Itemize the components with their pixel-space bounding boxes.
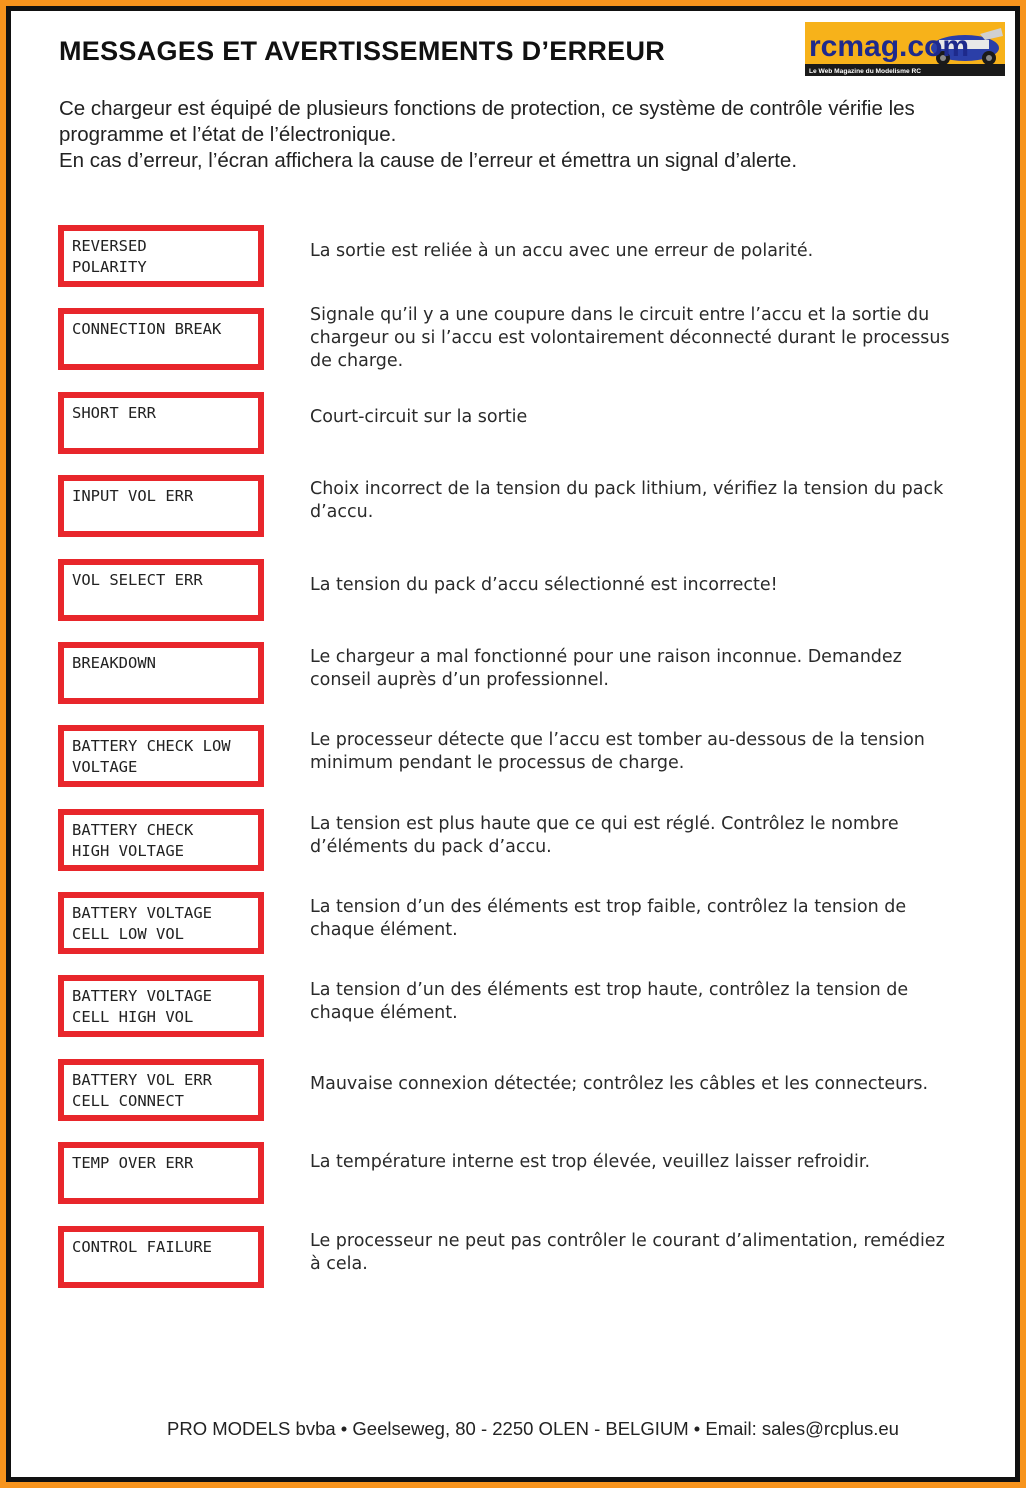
lcd-error-code: BATTERY CHECK LOW VOLTAGE bbox=[58, 725, 264, 787]
error-row bbox=[58, 1142, 958, 1204]
lcd-error-code: SHORT ERR bbox=[58, 392, 264, 454]
error-row bbox=[58, 809, 958, 871]
lcd-error-code: REVERSED POLARITY bbox=[58, 225, 264, 287]
error-row bbox=[58, 559, 958, 621]
page-title: MESSAGES ET AVERTISSEMENTS D’ERREUR bbox=[59, 36, 666, 66]
footer-contact: PRO MODELS bvba • Geelseweg, 80 - 2250 OLEN - BELGIUM • Email: sales@rcplus.eu bbox=[167, 1418, 899, 1439]
lcd-error-code: BATTERY CHECK HIGH VOLTAGE bbox=[58, 809, 264, 871]
lcd-error-code: VOL SELECT ERR bbox=[58, 559, 264, 621]
logo-brand: rcmag.com bbox=[809, 30, 970, 63]
error-description: La sortie est reliée à un accu avec une erreur de polarité. bbox=[310, 241, 814, 261]
lcd-error-code: BREAKDOWN bbox=[58, 642, 264, 704]
error-description: La tension d’un des éléments est trop faible, contrôlez la tension de chaque élément. bbox=[310, 897, 907, 940]
error-description: La tension d’un des éléments est trop haute, contrôlez la tension de chaque élément. bbox=[310, 980, 909, 1023]
error-row bbox=[58, 475, 958, 537]
lcd-error-code: INPUT VOL ERR bbox=[58, 475, 264, 537]
error-row bbox=[58, 725, 958, 787]
error-description: Le processeur détecte que l’accu est tomber au-dessous de la tension minimum pendant le processus de charge. bbox=[310, 730, 925, 773]
error-row bbox=[58, 225, 958, 287]
error-row bbox=[58, 892, 958, 954]
lcd-error-code: BATTERY VOL ERR CELL CONNECT bbox=[58, 1059, 264, 1121]
error-description: Choix incorrect de la tension du pack lithium, vérifiez la tension du pack d’accu. bbox=[310, 479, 944, 522]
error-description: Le chargeur a mal fonctionné pour une raison inconnue. Demandez conseil auprès d’un professionnel. bbox=[310, 647, 902, 690]
lcd-error-code: CONTROL FAILURE bbox=[58, 1226, 264, 1288]
error-description: Signale qu’il y a une coupure dans le circuit entre l’accu et la sortie du chargeur ou si l’accu est volontairement déconnecté durant le processus de charge. bbox=[310, 305, 950, 371]
rcmag-logo bbox=[805, 22, 1005, 76]
intro-paragraph: En cas d’erreur, l’écran affichera la cause de l’erreur et émettra un signal d’alerte. bbox=[59, 149, 798, 172]
error-row bbox=[58, 1226, 958, 1288]
error-row bbox=[58, 392, 958, 454]
error-description: La tension du pack d’accu sélectionné est incorrecte! bbox=[310, 575, 778, 595]
intro-text bbox=[59, 96, 999, 174]
error-description: La tension est plus haute que ce qui est réglé. Contrôlez le nombre d’éléments du pack d’accu. bbox=[310, 814, 899, 857]
error-row bbox=[58, 305, 958, 371]
lcd-error-code: BATTERY VOLTAGE CELL LOW VOL bbox=[58, 892, 264, 954]
error-description: Court-circuit sur la sortie bbox=[310, 407, 528, 427]
lcd-error-code: CONNECTION BREAK bbox=[58, 308, 264, 370]
error-row bbox=[58, 642, 958, 704]
error-description: La température interne est trop élevée, veuillez laisser refroidir. bbox=[310, 1152, 871, 1172]
lcd-error-code: BATTERY VOLTAGE CELL HIGH VOL bbox=[58, 975, 264, 1037]
error-description: Le processeur ne peut pas contrôler le courant d’alimentation, remédiez à cela. bbox=[310, 1231, 945, 1274]
error-row bbox=[58, 975, 958, 1037]
logo-tagline: Le Web Magazine du Modelisme RC bbox=[809, 68, 921, 75]
lcd-error-code: TEMP OVER ERR bbox=[58, 1142, 264, 1204]
intro-paragraph: Ce chargeur est équipé de plusieurs fonctions de protection, ce système de contrôle vérifie les programme et l’état de l’électronique. bbox=[59, 97, 915, 146]
error-description: Mauvaise connexion détectée; contrôlez les câbles et les connecteurs. bbox=[310, 1074, 929, 1094]
error-row bbox=[58, 1059, 958, 1121]
